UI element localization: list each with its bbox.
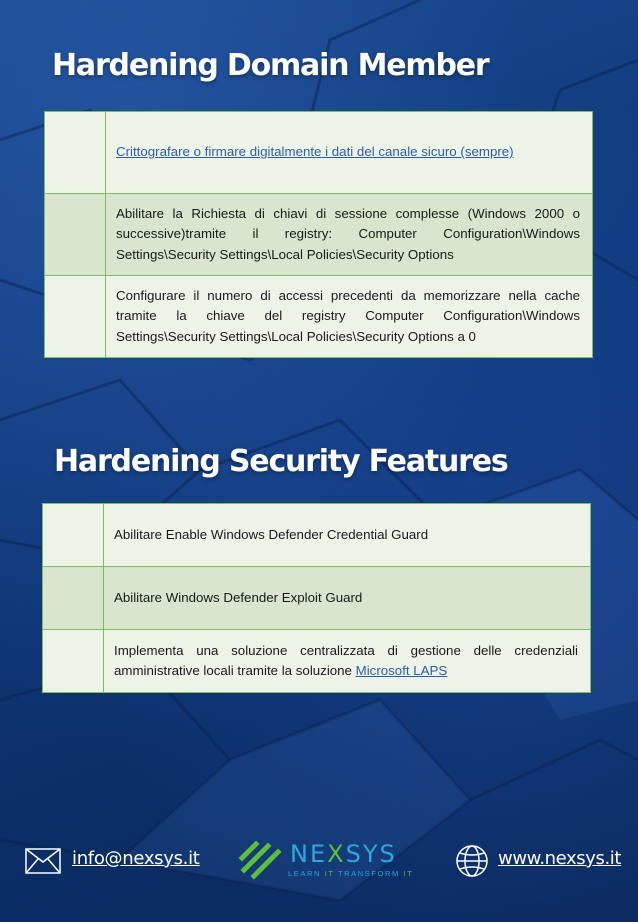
section-title-domain-member: Hardening Domain Member xyxy=(52,48,489,83)
brand-name xyxy=(290,840,397,868)
tagline-learn: LEARN xyxy=(288,869,325,878)
row-index-cell xyxy=(43,504,104,567)
laps-text: Implementa una soluzione centralizzata di gestione delle credenziali amministrative locali tramite la soluzione xyxy=(114,642,578,678)
domain-member-table xyxy=(44,111,593,358)
nexsys-logo xyxy=(238,836,414,884)
tagline-it-1: IT xyxy=(324,869,335,878)
brand-name-post: SYS xyxy=(345,840,397,868)
row-index-cell xyxy=(43,567,104,630)
section-title-security-features: Hardening Security Features xyxy=(54,444,508,479)
brand-tagline xyxy=(288,869,413,878)
row-index-cell xyxy=(45,194,106,276)
globe-icon xyxy=(455,844,489,878)
tagline-it-2: IT xyxy=(403,869,414,878)
secure-channel-link[interactable]: Crittografare o firmare digitalmente i dati del canale sicuro (sempre) xyxy=(116,144,514,160)
row-text-cell xyxy=(104,630,591,693)
footer xyxy=(0,830,638,890)
email-link[interactable]: info@nexsys.it xyxy=(72,848,200,869)
nexsys-logo-mark-icon xyxy=(238,840,282,880)
row-index-cell xyxy=(45,112,106,194)
table-row xyxy=(43,567,591,630)
table-row xyxy=(43,630,591,693)
microsoft-laps-link[interactable]: Microsoft LAPS xyxy=(355,663,448,678)
table-row xyxy=(43,504,591,567)
brand-name-pre: NE xyxy=(290,840,328,868)
table-row xyxy=(45,112,593,194)
mail-icon xyxy=(25,848,61,874)
table-row xyxy=(45,194,593,276)
row-text-cell: Configurare il numero di accessi precedenti da memorizzare nella cache tramite la chiave del registry Computer Configuration\Windows Settings\Security Settings\Local Policies\Security Options a 0 xyxy=(106,276,593,358)
tagline-transform: TRANSFORM xyxy=(334,869,404,878)
row-index-cell xyxy=(45,276,106,358)
row-text-cell xyxy=(106,112,593,194)
row-text-cell: Abilitare Windows Defender Exploit Guard xyxy=(104,567,591,630)
security-features-table xyxy=(42,503,591,693)
brand-name-x: X xyxy=(327,840,346,868)
row-text-cell: Abilitare Enable Windows Defender Credential Guard xyxy=(104,504,591,567)
row-index-cell xyxy=(43,630,104,693)
website-link[interactable]: www.nexsys.it xyxy=(498,848,622,869)
row-text-cell: Abilitare la Richiesta di chiavi di sessione complesse (Windows 2000 o successive)tramite il registry: Computer Configuration\Windows Settings\Security Settings\Local Policies\Security Options xyxy=(106,194,593,276)
table-row xyxy=(45,276,593,358)
